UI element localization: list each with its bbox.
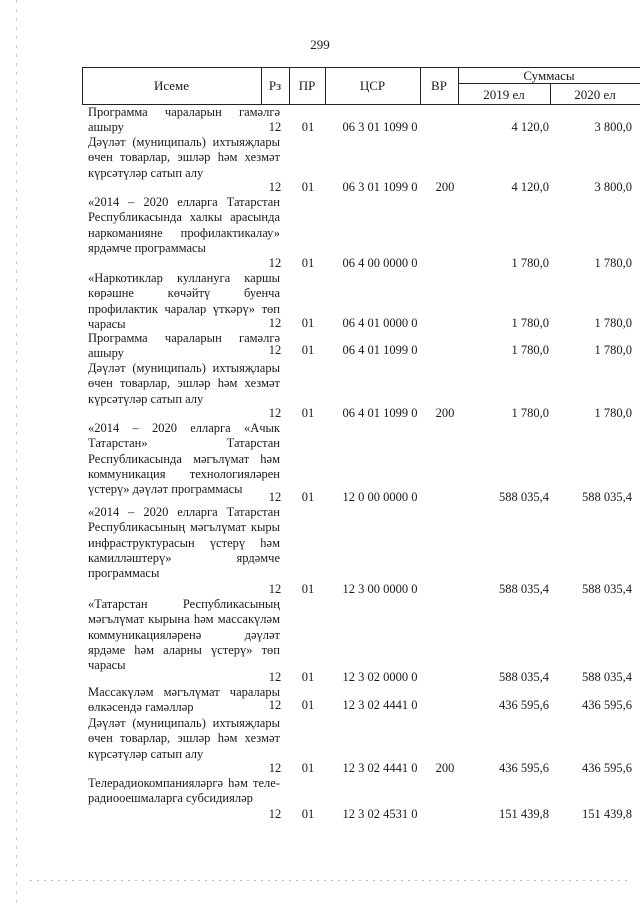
row-csr: 06 4 01 0000 0	[342, 315, 418, 330]
row-sum-2019: 588 035,4	[499, 489, 549, 504]
row-name: Программа чараларын гамәлгә ашыру	[88, 105, 280, 135]
row-rz: 12	[268, 119, 282, 134]
table-row	[0, 505, 640, 597]
row-rz: 12	[268, 669, 282, 684]
header-pr: ПР	[298, 78, 316, 93]
row-sum-2020: 1 780,0	[594, 405, 632, 420]
row-sum-2019: 1 780,0	[511, 405, 549, 420]
row-name: «2014 – 2020 елларга «Ачык Татарстан» Татарстан Республикасында мәгълүмат һәм коммуникация технологияләрен үстерү» дәүләт программасы	[88, 421, 280, 497]
row-name: Дәүләт (муниципаль) ихтыяҗлары өчен товарлар, эшләр һәм хезмәт күрсәтүләр сатып алу	[88, 135, 280, 180]
row-sum-2019: 588 035,4	[499, 581, 549, 596]
row-sum-2019: 4 120,0	[511, 179, 549, 194]
row-name: Массакүләм мәгълүмат чаралары өлкәсендә гамәлләр	[88, 685, 280, 715]
row-name: Дәүләт (муниципаль) ихтыяҗлары өчен товарлар, эшләр һәм хезмәт күрсәтүләр сатып алу	[88, 716, 280, 761]
row-pr: 01	[301, 255, 315, 270]
row-csr: 06 3 01 1099 0	[342, 179, 418, 194]
table-row	[0, 776, 640, 822]
header-sums: Суммасы	[523, 68, 575, 83]
row-rz: 12	[268, 405, 282, 420]
table-row	[0, 135, 640, 195]
row-pr: 01	[301, 697, 315, 712]
row-rz: 12	[268, 315, 282, 330]
row-sum-2020: 588 035,4	[582, 581, 632, 596]
row-csr: 06 4 01 1099 0	[342, 342, 418, 357]
row-name: «Наркотиклар куллануга каршы көрәшне көчәйтү буенча профилактик чаралар үткәрү» төп чарасы	[88, 271, 280, 331]
row-sum-2019: 4 120,0	[511, 119, 549, 134]
row-sum-2020: 1 780,0	[594, 315, 632, 330]
header-vr: ВР	[431, 78, 447, 93]
row-sum-2020: 151 439,8	[582, 806, 632, 821]
row-pr: 01	[301, 581, 315, 596]
row-rz: 12	[268, 697, 282, 712]
row-pr: 01	[301, 119, 315, 134]
row-pr: 01	[301, 760, 315, 775]
row-csr: 12 3 02 4531 0	[342, 806, 418, 821]
table-row	[0, 195, 640, 271]
row-csr: 06 3 01 1099 0	[342, 119, 418, 134]
table-row	[0, 597, 640, 685]
row-pr: 01	[301, 405, 315, 420]
table-row	[0, 105, 640, 135]
row-vr: 200	[435, 760, 455, 775]
table-row	[0, 685, 640, 716]
row-sum-2019: 1 780,0	[511, 255, 549, 270]
row-rz: 12	[268, 489, 282, 504]
row-csr: 06 4 01 1099 0	[342, 405, 418, 420]
row-rz: 12	[268, 342, 282, 357]
row-sum-2019: 151 439,8	[499, 806, 549, 821]
row-pr: 01	[301, 806, 315, 821]
table-row	[0, 361, 640, 421]
table-row	[0, 421, 640, 505]
header-name: Исеме	[153, 78, 190, 93]
row-sum-2020: 436 595,6	[582, 760, 632, 775]
row-rz: 12	[268, 760, 282, 775]
row-sum-2020: 588 035,4	[582, 669, 632, 684]
table-row	[0, 716, 640, 776]
table-row	[0, 331, 640, 361]
row-sum-2020: 3 800,0	[594, 119, 632, 134]
row-pr: 01	[301, 489, 315, 504]
row-pr: 01	[301, 179, 315, 194]
row-csr: 12 0 00 0000 0	[342, 489, 418, 504]
row-csr: 06 4 00 0000 0	[342, 255, 418, 270]
header-2019: 2019 ел	[483, 87, 525, 102]
page-number: 299	[310, 37, 330, 52]
header-rz: Рз	[268, 78, 282, 93]
header-csr: ЦСР	[359, 78, 386, 93]
row-rz: 12	[268, 581, 282, 596]
row-name: «2014 – 2020 елларга Татарстан Республикасының мәгълүмат кыры инфраструктурасын үстерү һәм камилләштерү» ярдәмче программасы	[88, 505, 280, 581]
row-rz: 12	[268, 806, 282, 821]
row-name: Программа чараларын гамәлгә ашыру	[88, 331, 280, 361]
row-name: «2014 – 2020 елларга Татарстан Республикасында халкы арасында наркоманияне профилактикалау» ярдәмче программасы	[88, 195, 280, 255]
row-name: Телерадиокомпанияләргә һәм теле-радиооешмаларга субсидияләр	[88, 776, 280, 806]
table-row	[0, 271, 640, 331]
row-vr: 200	[435, 179, 455, 194]
row-sum-2019: 436 595,6	[499, 760, 549, 775]
row-rz: 12	[268, 179, 282, 194]
row-sum-2020: 436 595,6	[582, 697, 632, 712]
row-pr: 01	[301, 315, 315, 330]
row-sum-2019: 588 035,4	[499, 669, 549, 684]
row-sum-2020: 3 800,0	[594, 179, 632, 194]
row-csr: 12 3 02 0000 0	[342, 669, 418, 684]
row-sum-2019: 1 780,0	[511, 342, 549, 357]
row-sum-2020: 1 780,0	[594, 255, 632, 270]
row-csr: 12 3 02 4441 0	[342, 760, 418, 775]
row-sum-2020: 588 035,4	[582, 489, 632, 504]
row-name: Дәүләт (муниципаль) ихтыяҗлары өчен товарлар, эшләр һәм хезмәт күрсәтүләр сатып алу	[88, 361, 280, 406]
row-csr: 12 3 02 4441 0	[342, 697, 418, 712]
row-vr: 200	[435, 405, 455, 420]
header-2020: 2020 ел	[574, 87, 616, 102]
row-pr: 01	[301, 669, 315, 684]
row-sum-2019: 1 780,0	[511, 315, 549, 330]
row-pr: 01	[301, 342, 315, 357]
row-sum-2019: 436 595,6	[499, 697, 549, 712]
row-rz: 12	[268, 255, 282, 270]
row-name: «Татарстан Республикасының мәгълүмат кырына һәм массакүләм коммуникацияләренә дәүләт ярдәме һәм аларны үстерү» төп чарасы	[88, 597, 280, 673]
footer-scan-artifact	[30, 880, 630, 881]
row-sum-2020: 1 780,0	[594, 342, 632, 357]
row-csr: 12 3 00 0000 0	[342, 581, 418, 596]
